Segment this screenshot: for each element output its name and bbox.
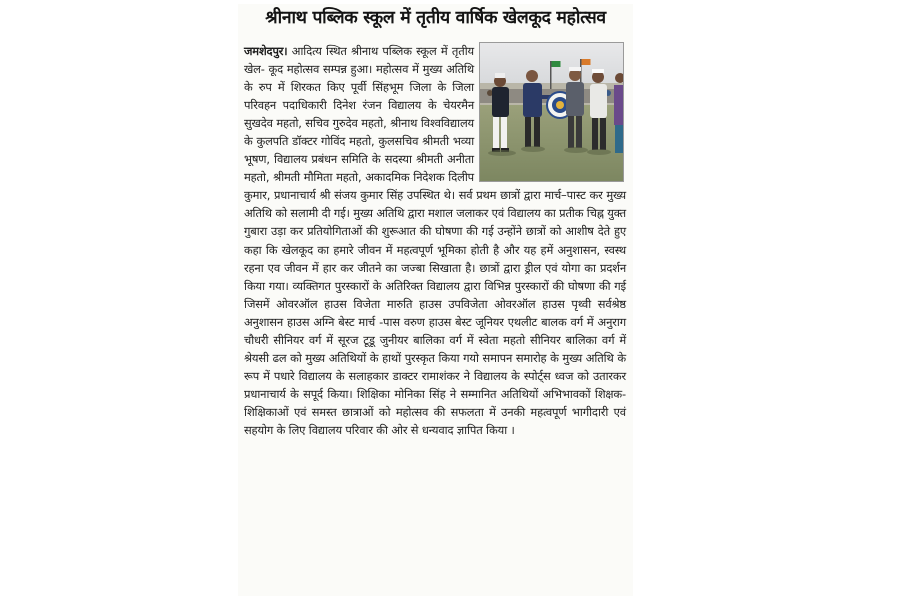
dateline: जमशेदपुर। bbox=[244, 44, 288, 58]
article-body bbox=[244, 42, 626, 439]
news-clipping bbox=[238, 4, 633, 596]
article-text: आदित्य स्थित श्रीनाथ पब्लिक स्कूल में तृतीय खेल- कूद महोत्सव सम्पन्न हुआ। महोत्सव में मुख्य अतिथि के रुप में शिरकत किए पूर्वी सिंहभूम जिला के जिला परिवहन पदाधिकारी दिनेश रंजन विद्यालय के चेयरमैन सुखदेव महतो, सचिव गुरुदेव महतो, श्रीनाथ विश्वविद्यालय के कुलपति डॉक्टर गोविंद महतो, कुलसचिव श्रीमती भव्या भूषण, विद्यालय प्रबंधन समिति के सदस्या श्रीमती अनीता महतो, श्रीमती मौमिता महतो, अकादमिक निदेशक दिलीप कुमार, प्रधानाचार्य श्री संजय कुमार सिंह उपस्थित थे। सर्व प्रथम छात्रों द्वारा मार्च–पास्ट कर मुख्य अतिथि को सलामी दी गई। मुख्य अतिथि द्वारा मशाल जलाकर एवं विद्यालय का प्रतीक चिह्न युक्त गुबारा उड़ा कर प्रतियोगिताओं की शुरूआत की घोषणा की गई उन्होंने छात्रों को आशीष देते हुए कहा कि खेलकूद का हमारे जीवन में महत्वपूर्ण भूमिका होती है और यह हमें अनुशासन, स्वस्थ रहना एव जीवन में हार कर जीतने का जज्बा सिखाता है। छात्रों द्वारा ड्रील एवं योगा का प्रदर्शन किया गया। व्यक्तिगत पुरस्कारों के अतिरिक्त विद्यालय द्वारा विभिन्न पुरस्कारों की घोषणा की गई जिसमें ओवरऑल हाउस विजेता मारुति हाउस उपविजेता ओवरऑल हाउस पृथ्वी सर्वश्रेष्ठ अनुशासन हाउस अग्नि बेस्ट मार्च -पास वरुण हाउस बेस्ट जूनियर एथलीट बालक वर्ग में अनुराग चौधरी सीनियर वर्ग में सूरज टूडू जुनीयर बालिका वर्ग में स्वेता महतो सीनियर बालिका वर्ग में श्रेयसी ढल को मुख्य अतिथियों के हाथों पुरस्कृत किया गयो समापन समारोह के मुख्य अतिथि के रूप में पधारे विद्यालय के सलाहकार डाक्टर रामाशंकर ने विद्यालय के स्पोर्ट्स ध्वज को उतारकर प्रधानाचार्य के सपूर्द किया। शिक्षिका मोनिका सिंह ने सम्मानित अतिथियों अभिभावकों शिक्षक- शिक्षिकाओं एवं समस्त छात्राओं को महोत्सव की सफलता में उनकी महत्वपूर्ण भागीदारी एवं सहयोग के लिए विद्यालय परिवार की ओर से धन्यवाद ज्ञापित किया । bbox=[244, 44, 626, 437]
headline: श्रीनाथ पब्लिक स्कूल में तृतीय वार्षिक खेलकूद महोत्सव bbox=[265, 8, 606, 28]
photo-spacer bbox=[474, 42, 626, 184]
